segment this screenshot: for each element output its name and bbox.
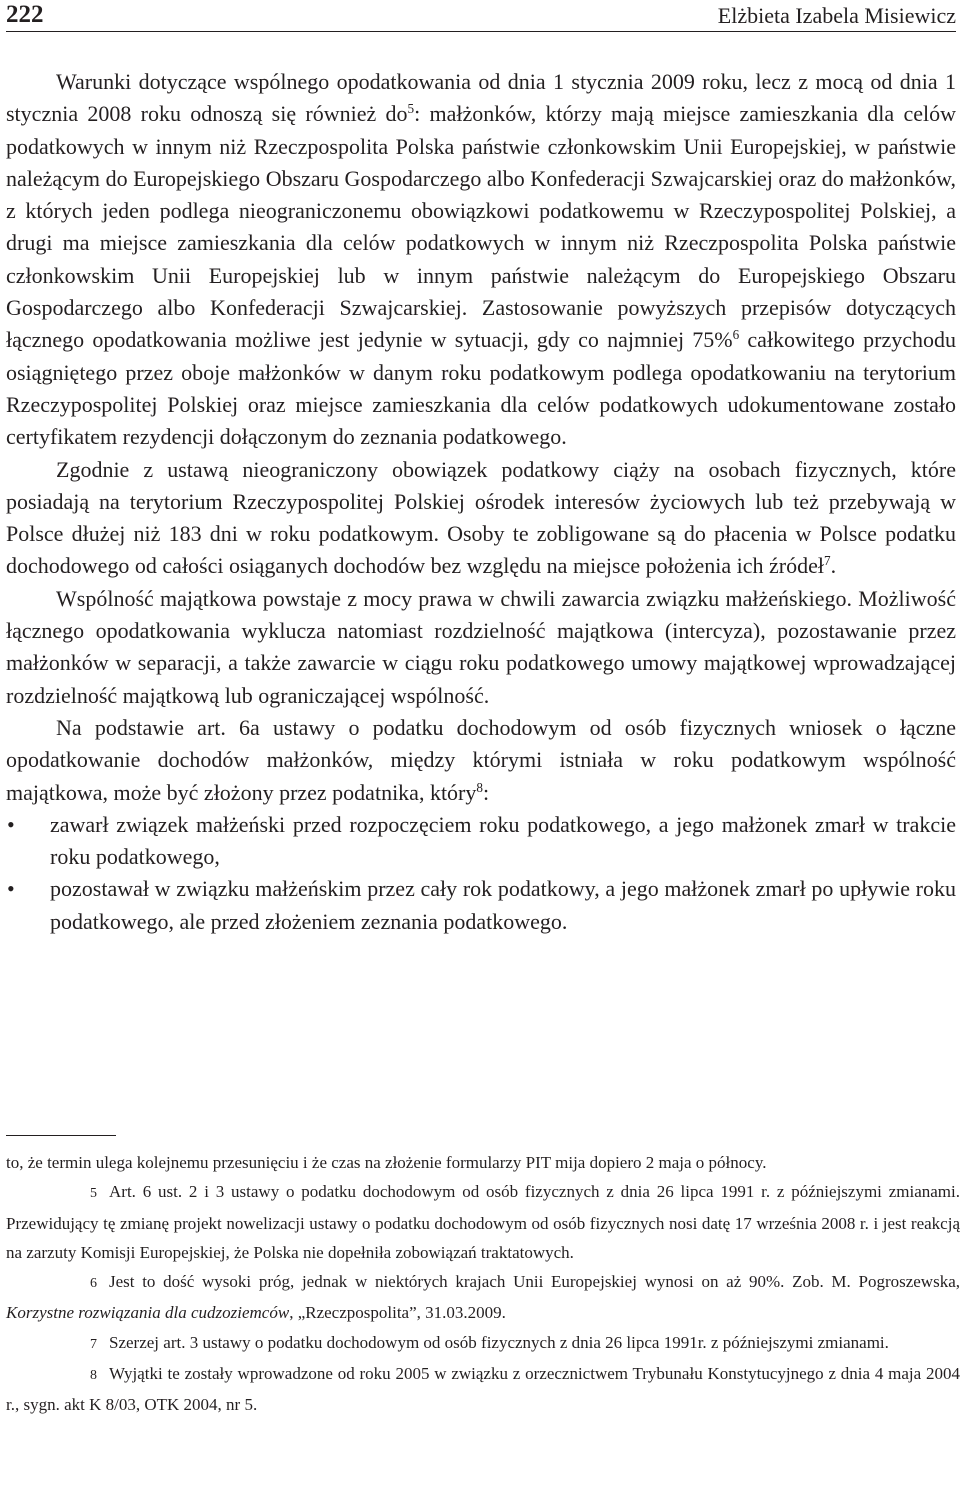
footnote-continuation: to, że termin ulega kolejnemu przesunięciu i że czas na złożenie formularzy PIT mija dopiero 2 maja o północy.	[6, 1153, 767, 1172]
footnote-8	[6, 1359, 960, 1420]
paragraph-4-part-a: Na podstawie art. 6a ustawy o podatku dochodowym od osób fizycznych wniosek o łączne opodatkowanie dochodów małżonków, między którymi istniała w roku podatkowym wspólność majątkowa, może być złożony przez podatnika, który	[6, 714, 956, 805]
footnote-7	[6, 1328, 960, 1359]
paragraph-2-part-b: .	[830, 553, 837, 579]
footnote-text: Art. 6 ust. 2 i 3 ustawy o podatku dochodowym od osób fizycznych z dnia 26 lipca 1991 r. z późniejszymi zmianami. Przewidujący tę zmianę projekt nowelizacji ustawy o podatku dochodowym od osób fizycznych nosi datę 17 września 2008 r. i jest reakcją na zarzuty Komisji Europejskiej, że Polska nie dopełniła zobowiązań traktatowych.	[6, 1182, 960, 1262]
paragraph-2	[6, 454, 956, 583]
paragraph-1-part-c: całkowitego przychodu osiągniętego przez oboje małżonków w danym roku podatkowym podlega opodatkowaniu na terytorium Rzeczypospolitej Polskiej oraz miejsce zamieszkania dla celów podatkowych udokumentowane zostało certyfikatem rezydencji dołączonym do zeznania podatkowego.	[6, 327, 956, 450]
paragraph-1-part-b: : małżonków, którzy mają miejsce zamieszkania dla celów podatkowych w innym niż Rzeczpospolita Polska państwie członkowskim Unii Europejskiej, w państwie należącym do Europejskiego Obszaru Gospodarczego albo Konfederacji Szwajcarskiej oraz do małżonków, z których jeden podlega nieograniczonemu obowiązkowi podatkowemu w Rzeczypospolitej Polskiej, a drugi ma miejsce zamieszkania dla celów podatkowych w innym niż Rzeczpospolita Polska państwie członkowskim Unii Europejskiej lub w innym państwie należącym do Europejskiego Obszaru Gospodarczego albo Konfederacji Szwajcarskiej. Zastosowanie powyższych przepisów dotyczących łącznego opodatkowania możliwe jest jedynie w sytuacji, gdy co najmniej 75%	[6, 101, 956, 353]
footnote-ref-6[interactable]: 6	[732, 327, 740, 343]
bullet-list	[6, 809, 956, 938]
footnotes	[6, 1148, 960, 1420]
list-item	[6, 873, 956, 938]
footnote-ref-5[interactable]: 5	[407, 101, 415, 117]
list-item	[6, 809, 956, 874]
paragraph-2-part-a: Zgodnie z ustawą nieograniczony obowiązek podatkowy ciąży na osobach fizycznych, które posiadają na terytorium Rzeczypospolitej Polskiej ośrodek interesów życiowych lub też przebywają w Polsce dłużej niż 183 dni w roku podatkowym. Osoby te zobligowane są do płacenia w Polsce podatku dochodowego od całości osiąganych dochodów bez względu na miejsce położenia ich źródeł	[6, 456, 956, 579]
footnote-divider	[6, 1135, 116, 1136]
footnote-ref-7[interactable]: 7	[824, 553, 831, 569]
main-text	[6, 66, 956, 938]
list-item-text: zawarł związek małżeński przed rozpoczęciem roku podatkowego, a jego małżonek zmarł w trakcie roku podatkowego,	[50, 811, 956, 870]
paragraph-4	[6, 712, 956, 809]
paragraph-4-part-b: :	[482, 779, 490, 805]
bullet-icon: •	[7, 876, 15, 902]
bullet-icon: •	[7, 811, 15, 837]
page-number: 222	[6, 1, 44, 28]
footnote-text: Jest to dość wysoki próg, jednak w niektórych krajach Unii Europejskiej wynosi on aż 90%. Zob. M. Pogroszewska,	[109, 1272, 960, 1292]
footnote-number: 7	[90, 1336, 97, 1352]
running-header	[6, 0, 956, 32]
footnote-text: Wyjątki te zostały wprowadzone od roku 2005 w związku z orzecznictwem Trybunału Konstytucyjnego z dnia 4 maja 2004 r., sygn. akt K 8/03, OTK 2004, nr 5.	[6, 1364, 960, 1415]
footnote-number: 8	[90, 1368, 97, 1384]
cited-article-title: Korzystne rozwiązania dla cudzoziemców	[6, 1303, 290, 1323]
footnote-5	[6, 1177, 960, 1267]
footnote-number: 6	[90, 1276, 97, 1292]
footnote-ref-8[interactable]: 8	[476, 779, 483, 795]
running-author: Elżbieta Izabela Misiewicz	[717, 3, 956, 28]
footnote-number: 5	[90, 1186, 97, 1202]
footnote-text: Szerzej art. 3 ustawy o podatku dochodowym od osób fizycznych z dnia 26 lipca 1991r. z późniejszymi zmianami.	[109, 1332, 889, 1352]
list-item-text: pozostawał w związku małżeńskim przez cały rok podatkowy, a jego małżonek zmarł po upływie roku podatkowego, ale przed złożeniem zeznania podatkowego.	[50, 876, 956, 934]
footnote-6	[6, 1267, 960, 1328]
paragraph-1-part-a: Warunki dotyczące wspólnego opodatkowania od dnia 1 stycznia 2009 roku, lecz z mocą od dnia 1 stycznia 2008 roku odnoszą się również do	[6, 69, 956, 127]
paragraph-1	[6, 66, 956, 454]
footnote-text-end: , „Rzeczpospolita”, 31.03.2009.	[289, 1303, 506, 1323]
paragraph-3: Wspólność majątkowa powstaje z mocy prawa w chwili zawarcia związku małżeńskiego. Możliwość łącznego opodatkowania wyklucza natomiast rozdzielność majątkowa (intercyza), pozostawanie przez małżonków w separacji, a także zawarcie w ciągu roku podatkowego umowy majątkowej wprowadzającej rozdzielność majątkową lub ograniczającej wspólność.	[6, 585, 956, 708]
